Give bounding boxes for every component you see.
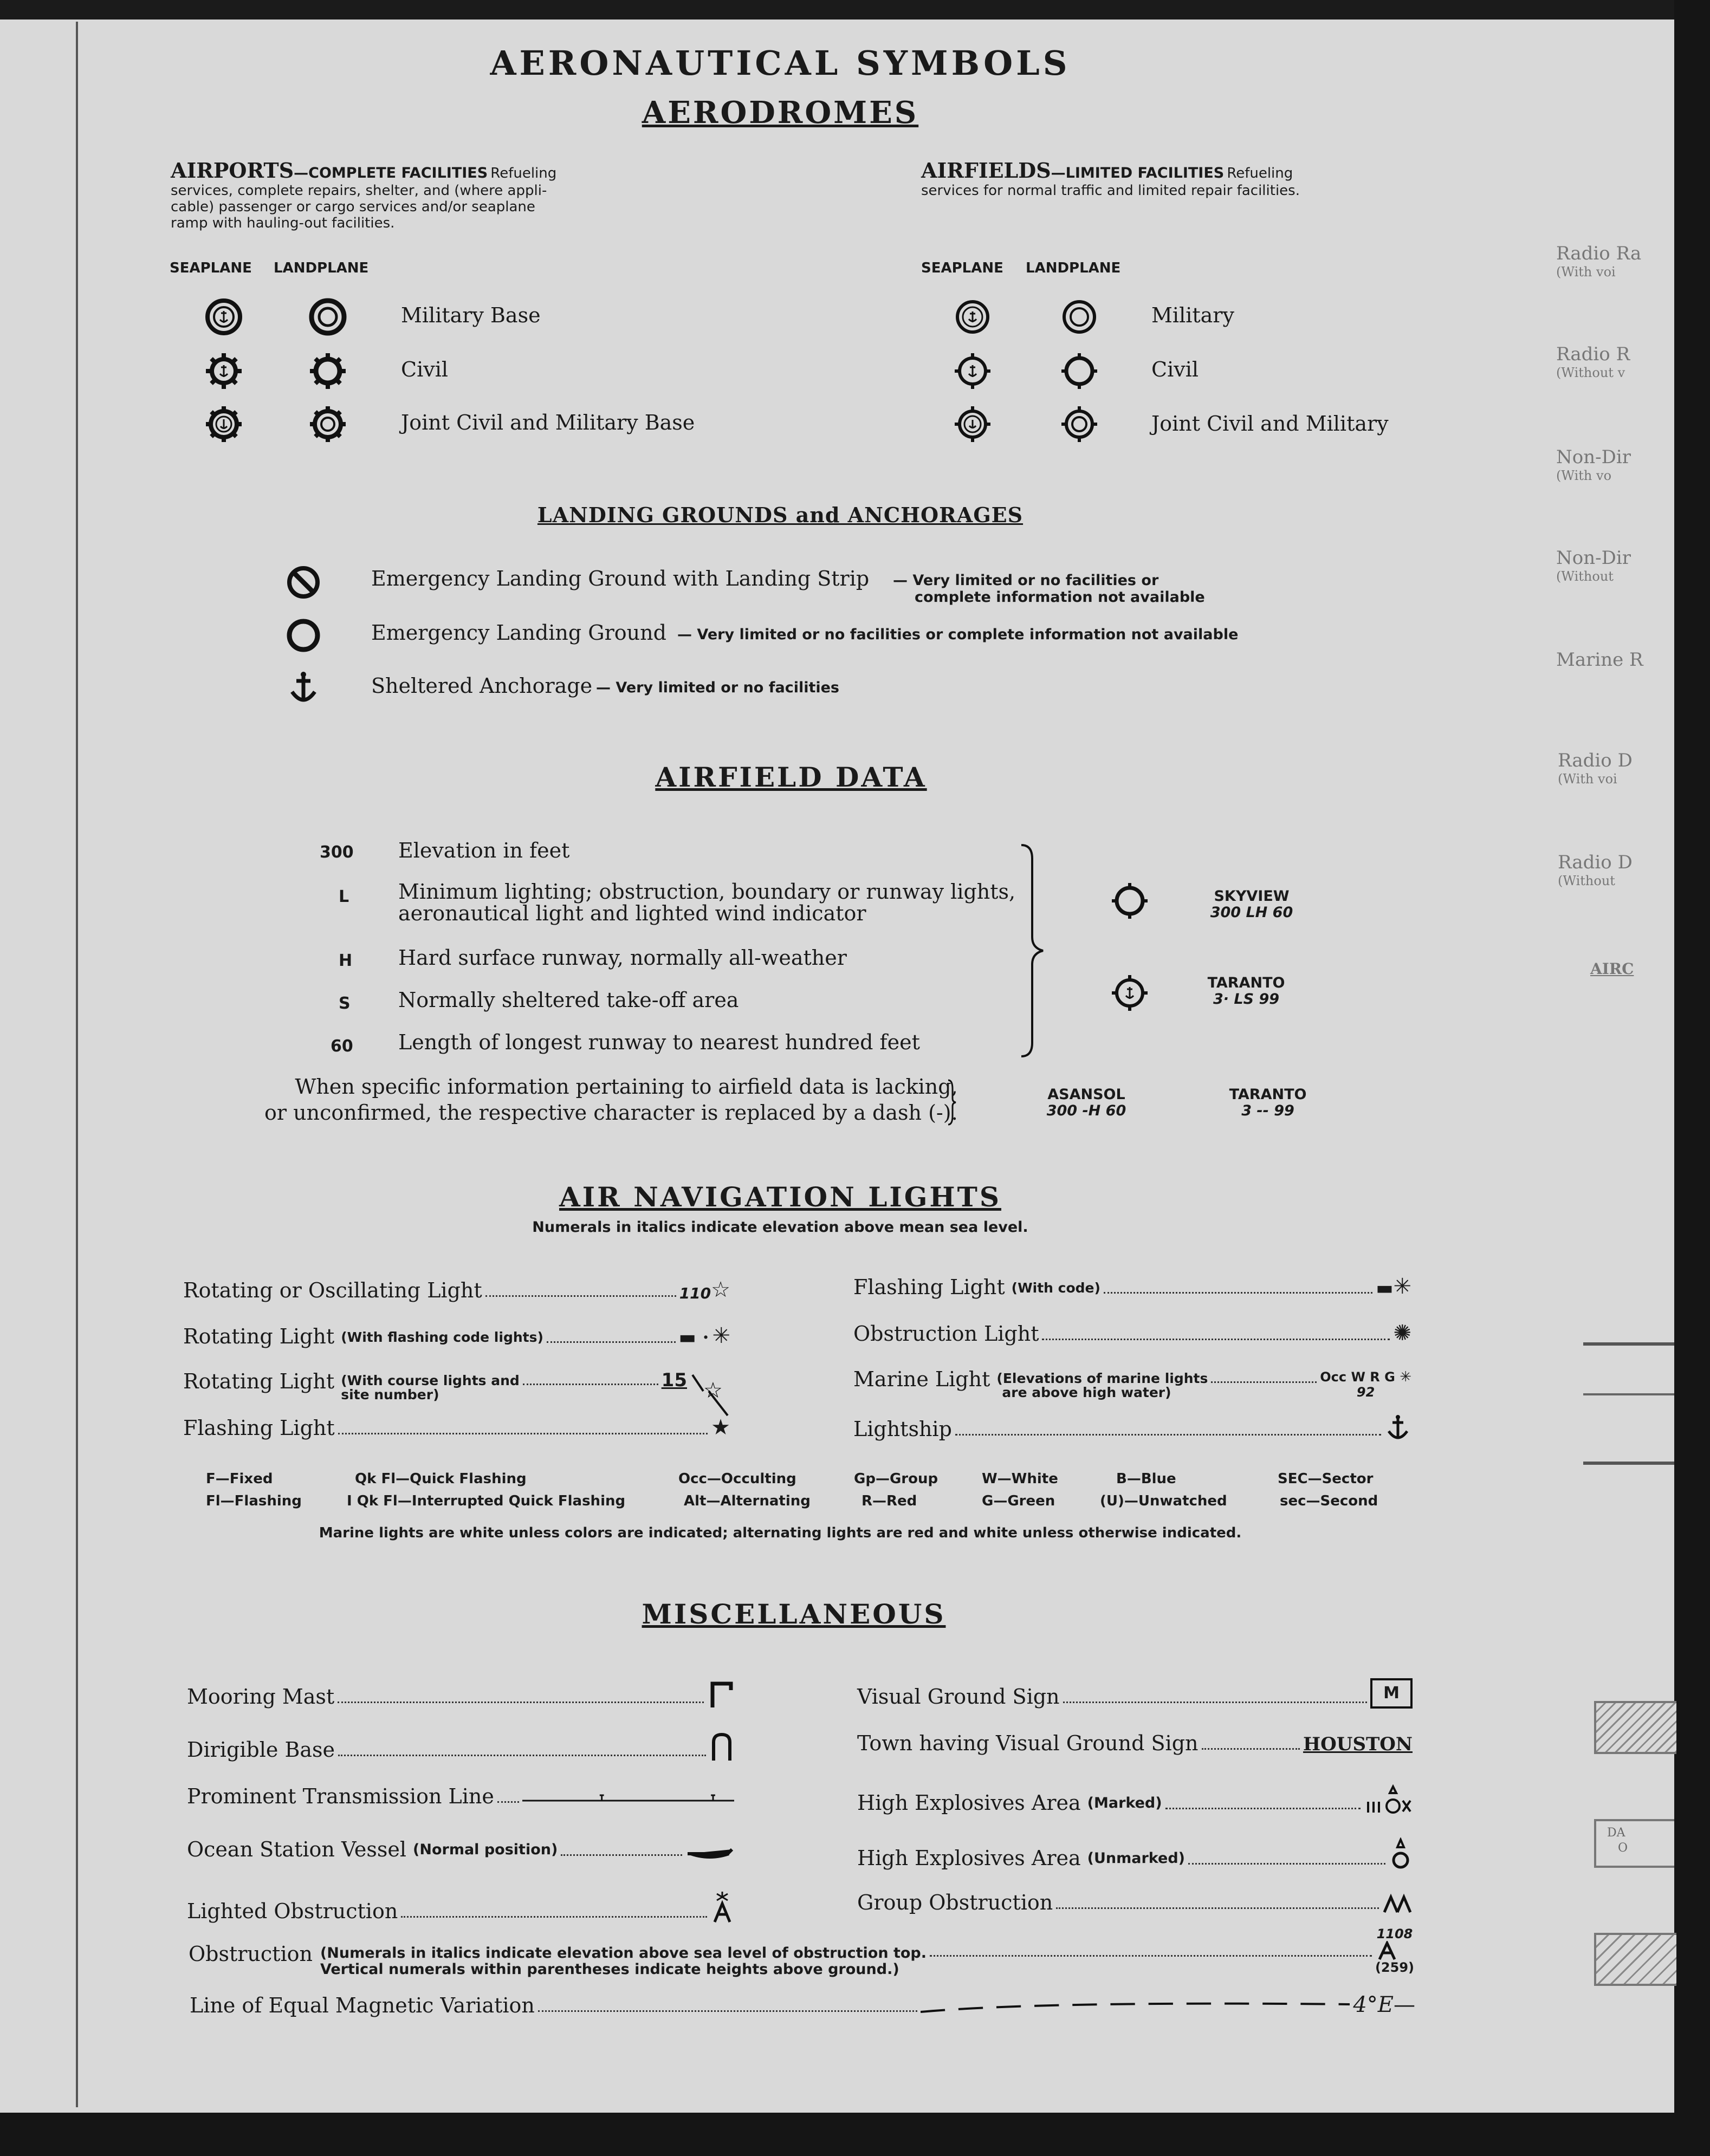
course-lights-icon [687, 1369, 730, 1418]
skyview-example: SKYVIEW 300 LH 60 [1210, 888, 1293, 921]
obstruction-icon [1375, 1941, 1414, 1960]
airports-description: AIRPORTS—COMPLETE FACILITIES Refueling services, complete repairs, shelter, and (where appli- cable) passenger or cargo services and/or seaplane ramp with hauling-out facilities. [171, 158, 557, 231]
airport-landplane-military-icon [309, 298, 347, 336]
marine-light-row: Marine Light (Elevations of marine lights are above high water) Occ W R G ✳ 92 [853, 1367, 1411, 1400]
magnetic-line-icon [921, 1996, 1350, 2017]
margin-item-4: Non-Dir (Without [1556, 547, 1631, 584]
emergency-landing-note: — Very limited or no facilities or complete information not available [677, 626, 1239, 643]
margin-item-5: Marine R [1556, 649, 1643, 671]
legend-quick-flashing: Qk Fl—Quick Flashing [355, 1471, 527, 1487]
airport-landplane-civil-icon [309, 352, 347, 390]
airports-title: AIRPORTS [171, 158, 294, 183]
code-l-text: Minimum lighting; obstruction, boundary or runway lights, aeronautical light and lighted wind indicator [398, 880, 1016, 925]
margin-line-2 [1583, 1393, 1674, 1395]
legend-flashing: Fl—Flashing [206, 1493, 302, 1509]
page-title: AERONAUTICAL SYMBOLS [490, 43, 1071, 83]
code-h-text: Hard surface runway, normally all-weather [398, 946, 847, 970]
airport-military-label: Military Base [401, 303, 541, 327]
margin-hatched-box-3 [1594, 1933, 1676, 1986]
lighted-obstruction-icon [710, 1891, 734, 1923]
legend-white: W—White [982, 1471, 1058, 1487]
anchorage-label: Sheltered Anchorage [371, 674, 593, 698]
mooring-mast-row: Mooring Mast [187, 1678, 734, 1709]
ocean-station-row: Ocean Station Vessel (Normal position) [187, 1837, 734, 1861]
airfield-seaplane-military-icon [954, 298, 992, 336]
data-brace [1019, 842, 1046, 1059]
legend-alternating: Alt—Alternating [684, 1493, 811, 1509]
margin-line-3 [1583, 1462, 1674, 1465]
film-border-top [0, 0, 1710, 20]
page-edge-line [76, 22, 78, 2107]
margin-box-2: DA O [1594, 1819, 1674, 1868]
legend-blue: B—Blue [1116, 1471, 1176, 1487]
mooring-mast-icon [707, 1678, 734, 1709]
code-300: 300 [320, 843, 354, 862]
margin-line-1 [1583, 1342, 1674, 1346]
margin-item-2: Radio R (Without v [1556, 343, 1630, 380]
group-obstruction-row: Group Obstruction [857, 1891, 1413, 1914]
legend-unwatched: (U)—Unwatched [1100, 1493, 1227, 1509]
airfield-landplane-joint-icon [1060, 405, 1098, 443]
lightship-row: Lightship [853, 1414, 1411, 1441]
legend-occulting: Occ—Occulting [678, 1471, 796, 1487]
margin-item-3: Non-Dir (With vo [1556, 446, 1631, 483]
lighted-obstruction-row: Lighted Obstruction [187, 1891, 734, 1923]
airfield-data-heading: AIRFIELD DATA [655, 761, 927, 793]
landing-strip-label: Emergency Landing Ground with Landing Strip [371, 567, 870, 590]
airport-seaplane-joint-icon [205, 405, 243, 443]
airfield-military-label: Military [1151, 303, 1234, 327]
skyview-icon [1111, 882, 1149, 920]
taranto-example: TARANTO 3· LS 99 [1207, 975, 1285, 1008]
film-border-right [1674, 0, 1710, 2156]
legend-red: R—Red [862, 1493, 917, 1509]
anchorage-note: — Very limited or no facilities [596, 679, 840, 696]
nav-lights-heading: AIR NAVIGATION LIGHTS [559, 1181, 1001, 1213]
margin-hatched-box-1 [1594, 1701, 1676, 1754]
asansol-example: ASANSOL 300 -H 60 [1046, 1086, 1126, 1119]
code-l: L [339, 887, 349, 906]
explosives-unmarked-icon [1389, 1837, 1413, 1870]
aerodromes-heading: AERODROMES [642, 95, 919, 131]
code-60-text: Length of longest runway to nearest hundred feet [398, 1030, 920, 1054]
emergency-landing-icon [284, 616, 322, 654]
film-border-bottom [0, 2113, 1710, 2156]
note-brace [946, 1078, 957, 1127]
emergency-landing-label: Emergency Landing Ground [371, 621, 666, 645]
lightship-icon [1384, 1414, 1411, 1441]
margin-item-1: Radio Ra (With voi [1556, 243, 1642, 280]
code-h: H [339, 951, 353, 970]
explosives-marked-icon [1364, 1784, 1413, 1815]
flashing-code-star-icon: ✳ [712, 1323, 730, 1348]
code-s: S [339, 994, 351, 1013]
houston-label: HOUSTON [1303, 1733, 1413, 1755]
anchor-icon [284, 669, 322, 707]
explosives-marked-row: High Explosives Area (Marked) [857, 1784, 1413, 1815]
airport-joint-label: Joint Civil and Military Base [401, 411, 695, 434]
flashing-star-icon: ★ [711, 1415, 730, 1440]
airports-col-seaplane: SEAPLANE [170, 260, 252, 276]
airport-landplane-joint-icon [309, 405, 347, 443]
rotating-course-row: Rotating Light (With course lights and site number) 15 ☆ [183, 1369, 730, 1418]
flashing-code-row: Flashing Light (With code) ▬ ✳ [853, 1274, 1411, 1299]
landing-strip-icon [284, 563, 322, 601]
obstruction-light-icon: ✺ [1393, 1321, 1411, 1346]
flashing-light-row: Flashing Light ★ [183, 1415, 730, 1440]
misc-heading: MISCELLANEOUS [642, 1598, 946, 1630]
airfields-title: AIRFIELDS [921, 158, 1051, 183]
rotating-light-star-icon: ☆ [711, 1277, 730, 1302]
dirigible-base-row: Dirigible Base [187, 1731, 734, 1762]
marine-light-icon: ✳ [1400, 1369, 1411, 1385]
taranto-dash-example: TARANTO 3 -- 99 [1229, 1086, 1307, 1119]
rotating-flashing-row: Rotating Light (With flashing code lights) ▬ · ✳ [183, 1323, 730, 1348]
airfields-col-seaplane: SEAPLANE [921, 260, 1003, 276]
explosives-unmarked-row: High Explosives Area (Unmarked) [857, 1837, 1413, 1870]
transmission-line-icon [522, 1792, 734, 1808]
town-sign-row: Town having Visual Ground Sign HOUSTON [857, 1731, 1413, 1755]
airfields-subtitle: —LIMITED FACILITIES [1051, 165, 1225, 181]
airfield-joint-label: Joint Civil and Military [1151, 412, 1389, 436]
margin-item-7: Radio D (Without [1558, 852, 1633, 888]
code-dash-icon: ▬ · [678, 1327, 709, 1348]
airfield-civil-label: Civil [1151, 358, 1199, 381]
airfield-seaplane-civil-icon [954, 352, 992, 390]
legend-second: sec—Second [1280, 1493, 1378, 1509]
obstruction-light-row: Obstruction Light ✺ [853, 1321, 1411, 1346]
legend-group: Gp—Group [854, 1471, 938, 1487]
legend-fixed: F—Fixed [206, 1471, 273, 1487]
landing-strip-note: — Very limited or no facilities or complete information not available [893, 572, 1205, 606]
taranto-icon [1111, 974, 1149, 1012]
visual-ground-sign-box: M [1370, 1678, 1413, 1709]
visual-ground-sign-row: Visual Ground Sign M [857, 1678, 1413, 1709]
obstruction-row: Obstruction (Numerals in italics indicate elevation above sea level of obstruction top. Vertical numerals within parentheses indicate heights above ground.) 1108 (259) [189, 1926, 1414, 1978]
airfield-landplane-military-icon [1060, 298, 1098, 336]
svg-text:☆: ☆ [703, 1378, 723, 1403]
dirigible-base-icon [709, 1731, 734, 1762]
legend-green: G—Green [982, 1493, 1055, 1509]
airfields-col-landplane: LANDPLANE [1026, 260, 1121, 276]
marine-lights-footnote: Marine lights are white unless colors are indicated; alternating lights are red and white unless otherwise indicated. [319, 1525, 1242, 1541]
airports-subtitle: —COMPLETE FACILITIES [294, 165, 488, 181]
nav-lights-subtitle: Numerals in italics indicate elevation above mean sea level. [532, 1219, 1028, 1236]
airfield-landplane-civil-icon [1060, 352, 1098, 390]
legend-interrupted: I Qk Fl—Interrupted Quick Flashing [347, 1493, 626, 1509]
ocean-vessel-icon [685, 1845, 734, 1861]
magnetic-variation-row: Line of Equal Magnetic Variation 4°E — [190, 1992, 1415, 2017]
airport-civil-label: Civil [401, 358, 449, 381]
legend-sector: SEC—Sector [1278, 1471, 1374, 1487]
rotating-oscillating-row: Rotating or Oscillating Light 110 ☆ [183, 1277, 730, 1302]
airport-seaplane-military-icon [205, 298, 243, 336]
transmission-line-row: Prominent Transmission Line [187, 1784, 734, 1808]
flashing-code-sun-icon: ✳ [1393, 1274, 1411, 1299]
margin-item-6: Radio D (With voi [1558, 750, 1633, 787]
airports-col-landplane: LANDPLANE [274, 260, 369, 276]
code-300-text: Elevation in feet [398, 839, 570, 862]
margin-heading: AIRC [1590, 960, 1634, 978]
airfield-seaplane-joint-icon [954, 405, 992, 443]
airport-seaplane-civil-icon [205, 352, 243, 390]
airfields-description: AIRFIELDS—LIMITED FACILITIES Refueling services for normal traffic and limited repair facilities. [921, 158, 1300, 199]
code-s-text: Normally sheltered take-off area [398, 988, 739, 1012]
missing-data-note: When specific information pertaining to airfield data is lacking, or unconfirmed, the respective character is replaced by a dash (-). [264, 1075, 958, 1125]
group-obstruction-icon [1382, 1893, 1413, 1914]
code-dash-2-icon: ▬ [1376, 1277, 1394, 1299]
landing-heading: LANDING GROUNDS and ANCHORAGES [537, 503, 1024, 527]
code-60: 60 [331, 1037, 353, 1056]
